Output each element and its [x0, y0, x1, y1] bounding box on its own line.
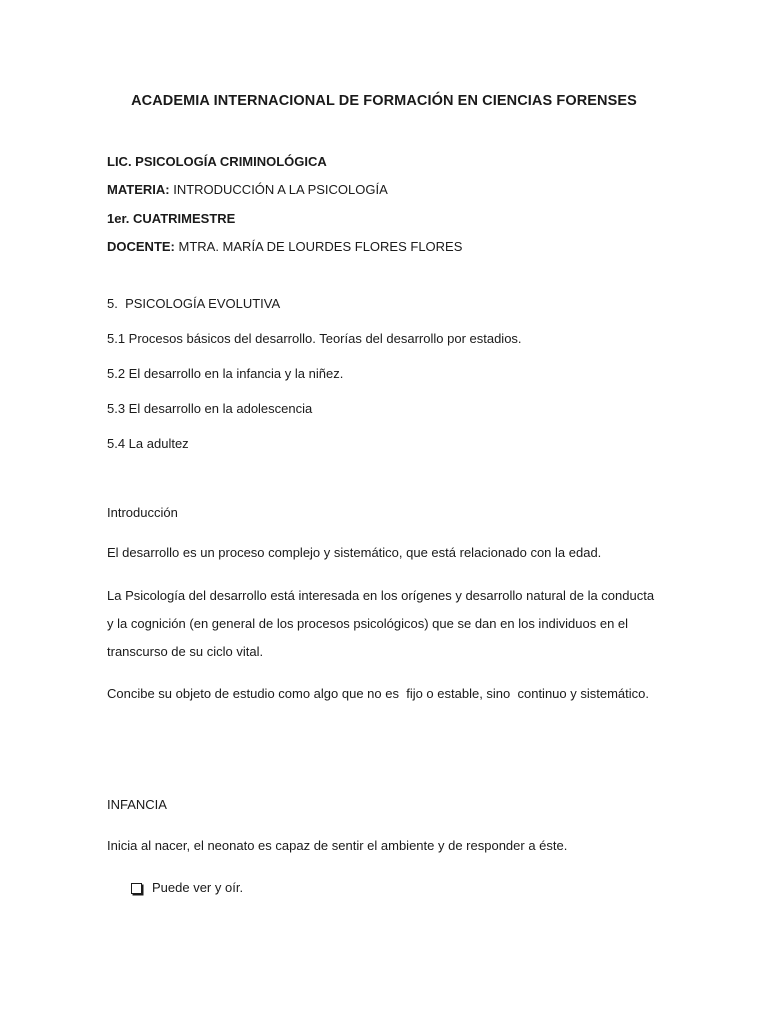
teacher-value: MTRA. MARÍA DE LOURDES FLORES FLORES [174, 239, 463, 254]
bullet-item [131, 879, 243, 897]
subject-line [107, 181, 388, 199]
bullet-text: Puede ver y oír. [152, 880, 244, 895]
topic-item: 5.4 La adultez [107, 436, 189, 451]
subject-value: INTRODUCCIÓN A LA PSICOLOGÍA [169, 182, 388, 197]
intro-paragraph: Concibe su objeto de estudio como algo que no es fijo o estable, sino continuo y sistemático. [107, 686, 649, 701]
intro-heading: Introducción [107, 505, 178, 520]
document-title: ACADEMIA INTERNACIONAL DE FORMACIÓN EN CIENCIAS FORENSES [131, 93, 637, 109]
topic-item: 5.2 El desarrollo en la infancia y la niñez. [107, 366, 344, 381]
degree-line: LIC. PSICOLOGÍA CRIMINOLÓGICA [107, 154, 327, 169]
teacher-line [107, 238, 462, 256]
teacher-label: DOCENTE: [107, 239, 175, 254]
topic-item: 5.3 El desarrollo en la adolescencia [107, 401, 313, 416]
term-line: 1er. CUATRIMESTRE [107, 211, 236, 226]
checkbox-bullet-icon [131, 883, 142, 894]
topic-item: 5.1 Procesos básicos del desarrollo. Teorías del desarrollo por estadios. [107, 331, 522, 346]
unit-title: 5. PSICOLOGÍA EVOLUTIVA [107, 296, 281, 311]
infancia-paragraph: Inicia al nacer, el neonato es capaz de sentir el ambiente y de responder a éste. [107, 838, 568, 853]
intro-paragraph: La Psicología del desarrollo está interesada en los orígenes y desarrollo natural de la conducta y la cognición (en general de los procesos psicológicos) que se dan en los individuos en el transcurso de su ciclo vital. [107, 588, 655, 659]
subject-label: MATERIA: [107, 182, 170, 197]
infancia-heading: INFANCIA [107, 797, 167, 812]
intro-paragraph: El desarrollo es un proceso complejo y sistemático, que está relacionado con la edad. [107, 545, 602, 560]
